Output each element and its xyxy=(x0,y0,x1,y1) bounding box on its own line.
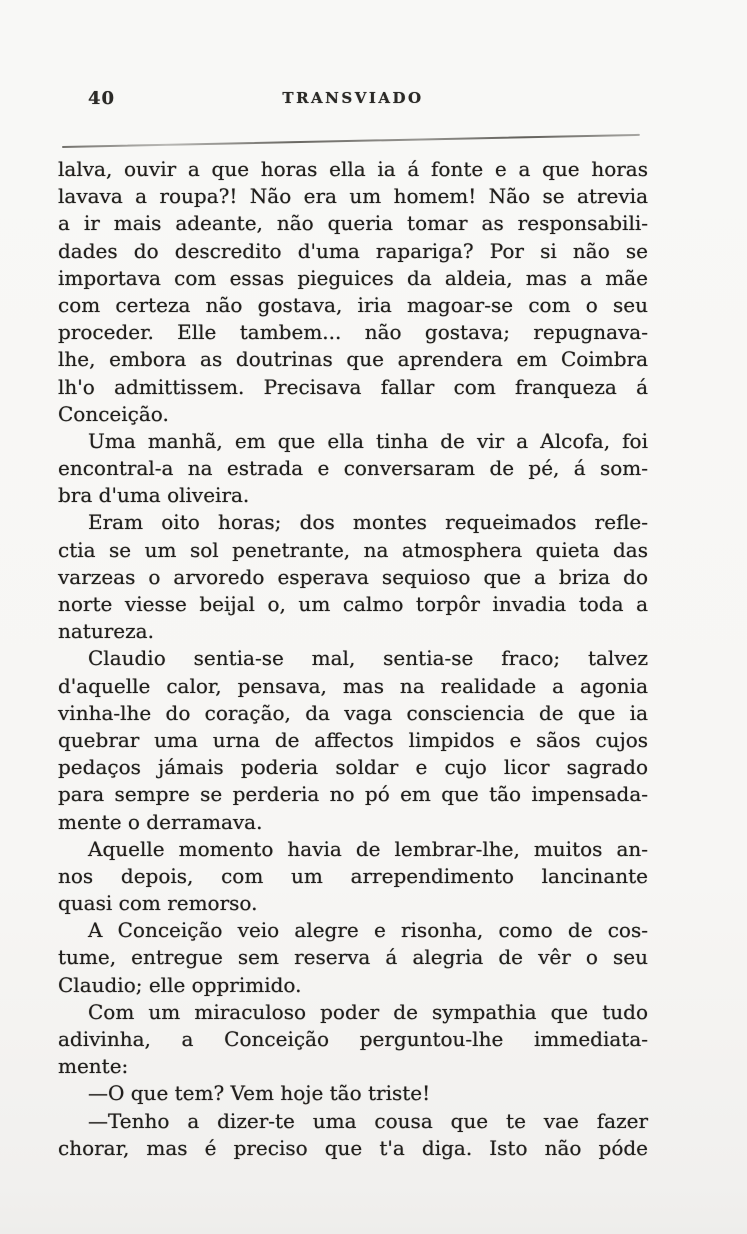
text-line: Com um miraculoso poder de sympathia que tudo xyxy=(88,999,648,1024)
text-line: quebrar uma urna de affectos limpidos e sãos cujos xyxy=(58,727,648,752)
text-line: ctia se um sol penetrante, na atmosphera quieta das xyxy=(58,537,648,562)
text-line: Claudio sentia-se mal, sentia-se fraco; talvez xyxy=(88,646,648,671)
page-text xyxy=(58,156,648,1162)
text-line: Uma manhã, em que ella tinha de vir a Alcofa, foi xyxy=(88,428,648,453)
text-line: natureza. xyxy=(58,619,154,644)
text-line: para sempre se perderia no pó em que tão impensada- xyxy=(58,782,648,807)
page-number: 40 xyxy=(88,88,116,109)
text-line: lh'o admittissem. Precisava fallar com franqueza á xyxy=(58,374,648,399)
text-line: Conceição. xyxy=(58,401,169,426)
text-line: Claudio; elle opprimido. xyxy=(58,972,302,997)
text-line: lhe, embora as doutrinas que aprendera em Coimbra xyxy=(58,347,648,372)
text-line: tume, entregue sem reserva á alegria de vêr o seu xyxy=(58,945,648,970)
text-line: A Conceição veio alegre e risonha, como de cos- xyxy=(88,918,648,943)
text-line: a ir mais adeante, não queria tomar as responsabili- xyxy=(58,211,648,236)
text-line: chorar, mas é preciso que t'a diga. Isto não póde xyxy=(58,1135,648,1160)
text-line: mente: xyxy=(58,1054,129,1079)
text-line: mente o derramava. xyxy=(58,809,263,834)
text-line: importava com essas pieguices da aldeia, mas a mãe xyxy=(58,265,648,290)
header-rule xyxy=(62,134,640,148)
text-line: encontral-a na estrada e conversaram de pé, á som- xyxy=(58,456,648,481)
text-line: vinha-lhe do coração, da vaga consciencia de que ia xyxy=(58,700,648,725)
text-line: —O que tem? Vem hoje tão triste! xyxy=(88,1081,431,1106)
text-line: Aquelle momento havia de lembrar-lhe, muitos an- xyxy=(88,836,648,861)
text-line: com certeza não gostava, iria magoar-se com o seu xyxy=(58,292,648,317)
text-line: nos depois, com um arrependimento lancinante xyxy=(58,863,648,888)
text-line: dades do descredito d'uma rapariga? Por si não se xyxy=(58,238,648,263)
text-line: Eram oito horas; dos montes requeimados refle- xyxy=(88,510,648,535)
text-line: lavava a roupa?! Não era um homem! Não se atrevia xyxy=(58,184,648,209)
text-line: bra d'uma oliveira. xyxy=(58,483,250,508)
text-line: pedaços jámais poderia soldar e cujo licor sagrado xyxy=(58,755,648,780)
text-line: proceder. Elle tambem... não gostava; repugnava- xyxy=(58,320,648,345)
text-line: quasi com remorso. xyxy=(58,891,258,916)
text-line: lalva, ouvir a que horas ella ia á fonte e a que horas xyxy=(58,157,648,181)
text-line: —Tenho a dizer-te uma cousa que te vae fazer xyxy=(88,1108,648,1133)
text-line: norte viesse beijal o, um calmo torpôr invadia toda a xyxy=(58,592,648,616)
text-line: adivinha, a Conceição perguntou-lhe immediata- xyxy=(58,1027,648,1051)
text-line: varzeas o arvoredo esperava sequioso que a briza do xyxy=(58,564,648,589)
running-title: TRANSVIADO xyxy=(282,89,424,107)
text-line: d'aquelle calor, pensava, mas na realidade a agonia xyxy=(58,673,648,698)
